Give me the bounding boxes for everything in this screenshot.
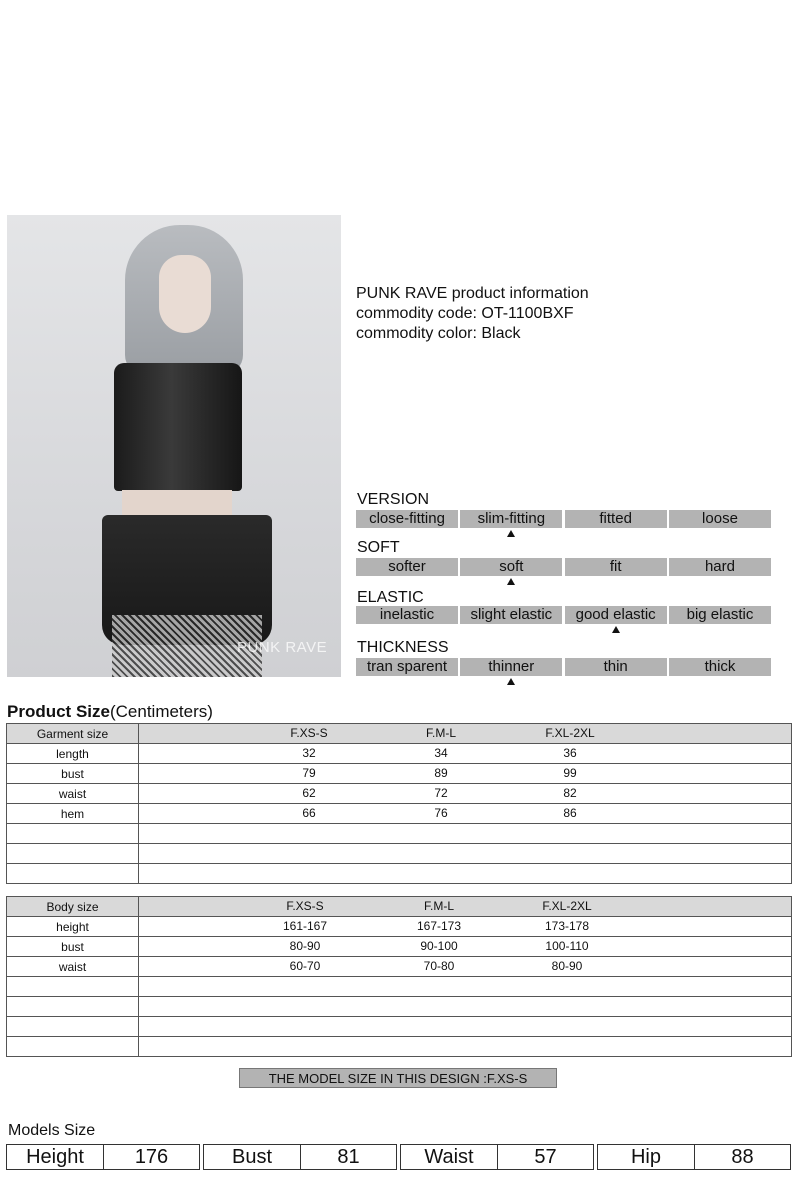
row-values: [139, 957, 792, 977]
version-option: slim-fitting: [460, 510, 562, 528]
elastic-title: ELASTIC: [357, 589, 424, 606]
header-values: [139, 897, 792, 917]
model-measure-height: [6, 1144, 200, 1170]
header-cell: F.M-L: [424, 899, 454, 913]
info-code-line: commodity code: OT-1100BXF: [356, 305, 574, 322]
table-row: [7, 744, 792, 764]
table-row-empty: [7, 977, 792, 997]
table-row-empty: [7, 1017, 792, 1037]
row-label: bust: [7, 764, 139, 784]
elastic-option: good elastic: [565, 606, 667, 624]
elastic-option: slight elastic: [460, 606, 562, 624]
table-cell: 80-90: [289, 939, 321, 953]
table-cell: 66: [302, 806, 316, 820]
measure-label: Waist: [401, 1145, 498, 1169]
table-cell: 60-70: [289, 959, 321, 973]
header-cell: F.XL-2XL: [545, 726, 595, 740]
row-label: height: [7, 917, 139, 937]
table-row: [7, 937, 792, 957]
product-info: [356, 284, 589, 344]
table-cell: 161-167: [282, 919, 328, 933]
photo-face: [159, 255, 211, 333]
body-size-table: [6, 896, 792, 1057]
table-cell: 32: [302, 746, 316, 760]
version-option: fitted: [565, 510, 667, 528]
table-header-row: [7, 724, 792, 744]
row-label: waist: [7, 784, 139, 804]
header-cell: F.XS-S: [286, 899, 324, 913]
row-values: [139, 937, 792, 957]
thickness-option: tran sparent: [356, 658, 458, 676]
version-option: loose: [669, 510, 771, 528]
info-color-line: commodity color: Black: [356, 325, 521, 342]
row-values: [139, 744, 792, 764]
soft-marker-icon: [507, 578, 515, 585]
measure-label: Hip: [598, 1145, 695, 1169]
product-size-title: [7, 702, 213, 722]
header-cell: F.XS-S: [290, 726, 328, 740]
measure-value: 57: [534, 1146, 557, 1168]
elastic-scale: [356, 606, 771, 624]
version-scale: [356, 510, 771, 528]
header-values: [139, 724, 792, 744]
table-row: [7, 957, 792, 977]
thickness-option: thinner: [460, 658, 562, 676]
model-size-banner: THE MODEL SIZE IN THIS DESIGN :F.XS-S: [239, 1068, 557, 1088]
soft-option: fit: [565, 558, 667, 576]
product-size-unit: (Centimeters): [109, 702, 213, 721]
info-brand-line: PUNK RAVE product information: [356, 285, 589, 302]
table-cell: 76: [434, 806, 448, 820]
table-header-row: [7, 897, 792, 917]
model-measure-bust: [203, 1144, 397, 1170]
table-cell: 82: [563, 786, 577, 800]
soft-option: softer: [356, 558, 458, 576]
soft-option: soft: [460, 558, 562, 576]
row-values: [139, 764, 792, 784]
table-cell: 100-110: [545, 939, 589, 953]
table-row-empty: [7, 864, 792, 884]
elastic-marker-icon: [612, 626, 620, 633]
row-label: hem: [7, 804, 139, 824]
table-row: [7, 764, 792, 784]
thickness-marker-icon: [507, 678, 515, 685]
header-cell: F.XL-2XL: [542, 899, 592, 913]
product-size-heading: Product Size: [7, 702, 110, 721]
thickness-title: THICKNESS: [357, 639, 449, 656]
row-label: waist: [7, 957, 139, 977]
table-cell: 62: [302, 786, 316, 800]
version-title: VERSION: [357, 491, 430, 508]
table-cell: 72: [434, 786, 448, 800]
table-cell: 89: [434, 766, 448, 780]
table-cell: 80-90: [551, 959, 583, 973]
measure-value: 88: [731, 1146, 754, 1168]
models-size-title: Models Size: [8, 1122, 96, 1139]
measure-label: Height: [7, 1145, 104, 1169]
row-values: [139, 784, 792, 804]
table-cell: 79: [302, 766, 316, 780]
model-measure-waist: [400, 1144, 594, 1170]
table-row: [7, 917, 792, 937]
header-cell: Body size: [7, 897, 139, 917]
table-row-empty: [7, 1037, 792, 1057]
soft-title: SOFT: [357, 539, 400, 556]
soft-option: hard: [669, 558, 771, 576]
row-values: [139, 917, 792, 937]
elastic-option: inelastic: [356, 606, 458, 624]
soft-scale: [356, 558, 771, 576]
photo-watermark: PUNK RAVE: [237, 639, 328, 656]
table-cell: 36: [563, 746, 577, 760]
table-cell: 70-80: [423, 959, 455, 973]
table-cell: 99: [563, 766, 577, 780]
table-row-empty: [7, 997, 792, 1017]
measure-value: 176: [134, 1146, 169, 1168]
row-label: length: [7, 744, 139, 764]
elastic-option: big elastic: [669, 606, 771, 624]
thickness-scale: [356, 658, 771, 676]
garment-size-table: [6, 723, 792, 884]
table-cell: 167-173: [416, 919, 462, 933]
product-photo: [7, 215, 341, 677]
thickness-option: thin: [565, 658, 667, 676]
header-cell: Garment size: [7, 724, 139, 744]
model-measure-hip: [597, 1144, 791, 1170]
measure-value: 81: [337, 1146, 360, 1168]
table-row-empty: [7, 824, 792, 844]
table-row: [7, 804, 792, 824]
table-row: [7, 784, 792, 804]
header-cell: F.M-L: [426, 726, 456, 740]
version-marker-icon: [507, 530, 515, 537]
row-values: [139, 804, 792, 824]
version-option: close-fitting: [356, 510, 458, 528]
photo-crop-top: [114, 363, 242, 491]
row-label: bust: [7, 937, 139, 957]
thickness-option: thick: [669, 658, 771, 676]
table-row-empty: [7, 844, 792, 864]
table-cell: 34: [434, 746, 448, 760]
table-cell: 90-100: [420, 939, 458, 953]
measure-label: Bust: [204, 1145, 301, 1169]
table-cell: 86: [563, 806, 577, 820]
table-cell: 173-178: [544, 919, 590, 933]
